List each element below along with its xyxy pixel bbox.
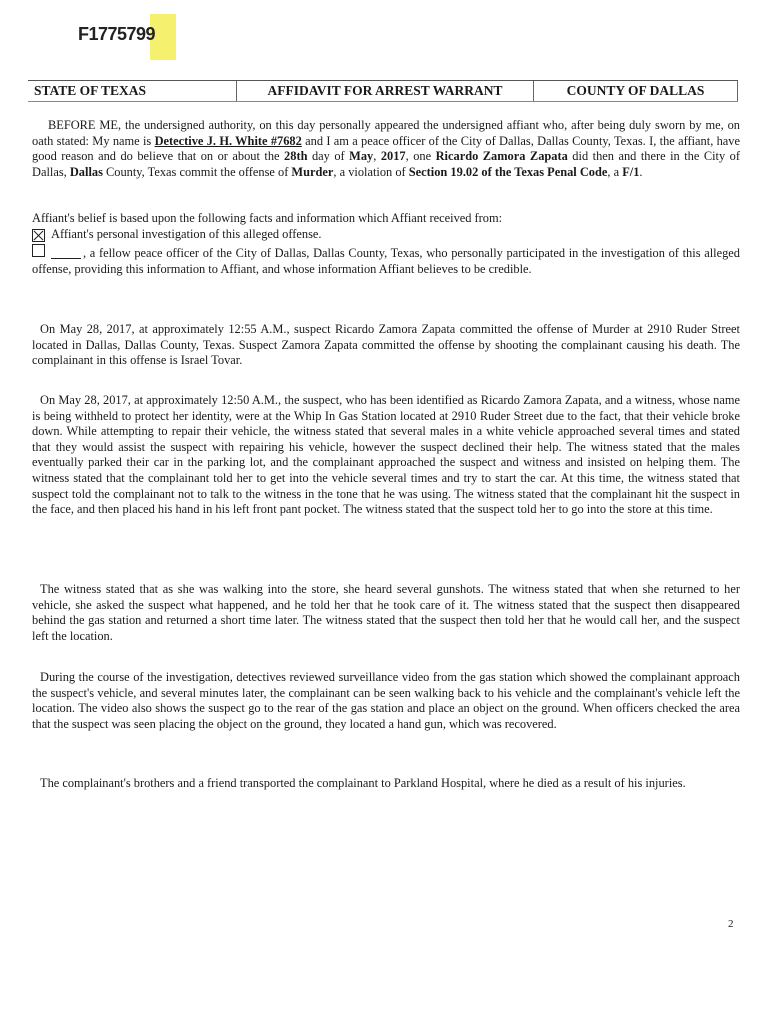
paragraph-2: On May 28, 2017, at approximately 12:50 A.M., the suspect, who has been identified as Ricardo Zamora Zapata, and a witness, whose name is being withheld to protect her identity, were at the Whip In Gas Station located at 2910 Ruder Street due to the fact, that their vehicle broke down. While attempting to repair their vehicle, the witness stated that several males in a white vehicle approached several times and stated that they would assist the suspect with repairing his vehicle, however the suspect declined their help. The witness stated that the males eventually parked their car in the parking lot, and the complainant approached the suspect and witness and insisted on helping them. The witness stated that the complainant told her to get into the vehicle several times and try to start the car. At this time, the witness stated that suspect told the complainant not to talk to the witness in the tone that he was using. The witness stated that the complainant hit the suspect in the face, and then placed his hand in his left front pant pocket. The witness stated that the suspect told her to go into the store at this time.: [32, 393, 740, 517]
suspect-name: Ricardo Zamora Zapata: [435, 149, 568, 164]
belief-lead: Affiant's belief is based upon the following facts and information which Affiant received from:: [32, 211, 503, 225]
detective-name: Detective J. H. White #7682: [154, 133, 302, 148]
page-number: 2: [728, 918, 734, 930]
officer-name-blank: [51, 258, 81, 259]
header-state: STATE OF TEXAS: [34, 83, 147, 98]
paragraph-3: The witness stated that as she was walking into the store, she heard several gunshots. The witness stated that when she returned to her vehicle, she asked the suspect what happened, and he told her that he took care of it. The witness stated that the suspect then disappeared behind the gas station and returned a short time later. The witness stated that the suspect then told her that he would call her, and the suspect left the location.: [32, 582, 740, 643]
header-county: COUNTY OF DALLAS: [534, 81, 738, 101]
belief-section: [32, 211, 740, 277]
header-title: AFFIDAVIT FOR ARREST WARRANT: [236, 81, 534, 101]
checkbox-empty-icon[interactable]: [32, 244, 45, 257]
intro-paragraph: BEFORE ME, the undersigned authority, on this day personally appeared the undersigned affiant who, after being duly sworn by me, on oath stated: My name is Detective J. H. White #7682 and I am a peace officer of the City of Dallas, Dallas County, Texas. I, the affiant, have good reason and do believe that on or about the 28th day of May, 2017, one Ricardo Zamora Zapata did then and there in the City of Dallas, Dallas County, Texas commit the offense of Murder, a violation of Section 19.02 of the Texas Penal Code, a F/1.: [32, 118, 741, 179]
document-id: F1775799: [78, 24, 156, 44]
paragraph-4: During the course of the investigation, detectives reviewed surveillance video from the gas station which showed the complainant approach the suspect's vehicle, and several minutes later, the complainant can be seen walking back to his vehicle and the complainant's vehicle left the location. The video also shows the suspect go to the rear of the gas station and place an object on the ground. When officers checked the area that the suspect was seen placing the object on the ground, they located a hand gun, which was recovered.: [32, 670, 740, 731]
checkbox-checked-icon[interactable]: [32, 229, 45, 242]
belief-option-1: Affiant's personal investigation of this alleged offense.: [32, 227, 740, 243]
paragraph-1: On May 28, 2017, at approximately 12:55 A.M., suspect Ricardo Zamora Zapata committed the offense of Murder at 2910 Ruder Street located in Dallas, Dallas County, Texas. Suspect Zamora Zapata committed the offense by shooting the complainant causing his death. The complainant in this offense is Israel Tovar.: [32, 322, 740, 368]
paragraph-5: The complainant's brothers and a friend transported the complainant to Parkland Hospital, where he died as a result of his injuries.: [40, 776, 686, 790]
offense: Murder: [291, 164, 334, 179]
belief-option-2: , a fellow peace officer of the City of Dallas, Dallas County, Texas, who personally participated in the investigation of this alleged offense, providing this information to Affiant, and whose information Affiant believes to be credible.: [32, 246, 740, 276]
header-bar: [28, 80, 738, 102]
